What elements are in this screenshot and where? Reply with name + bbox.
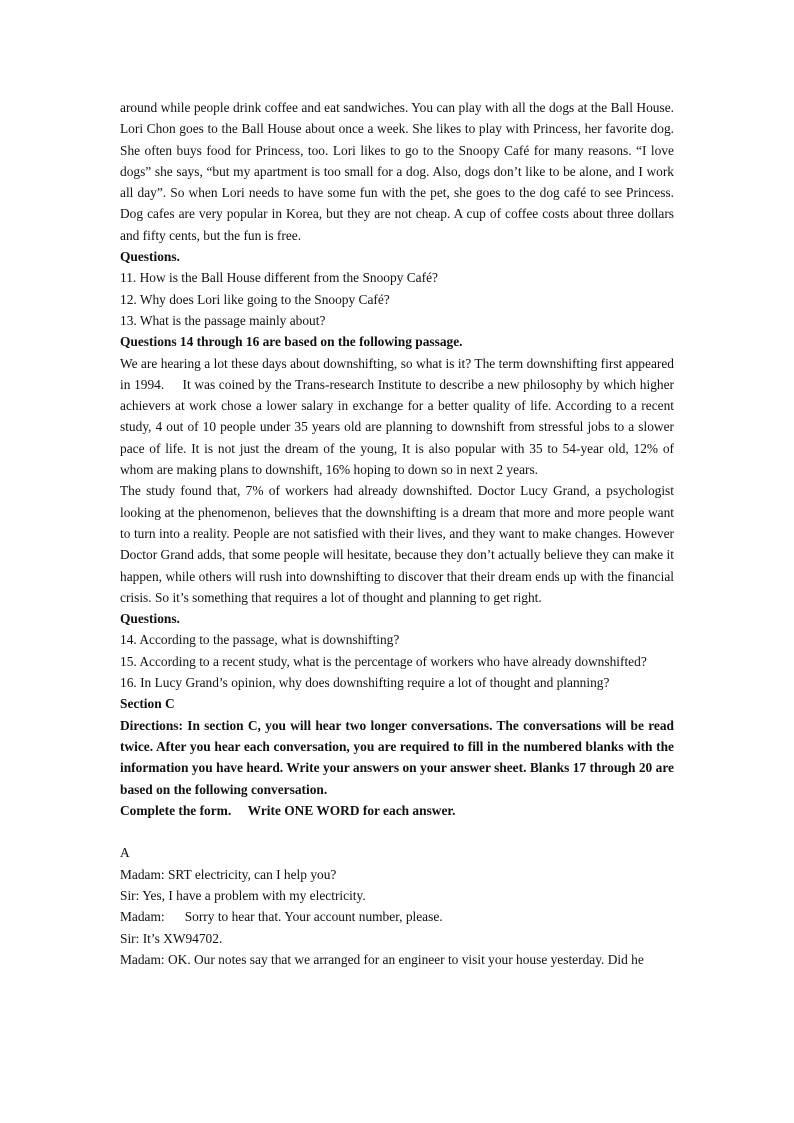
dialogue-line: Madam: Sorry to hear that. Your account number, please. bbox=[120, 909, 443, 925]
blank-line bbox=[120, 821, 674, 842]
question-15: 15. According to a recent study, what is the percentage of workers who have already downshifted? bbox=[120, 653, 647, 669]
dialogue-line: Madam: OK. Our notes say that we arranged for an engineer to visit your house yesterday. Did he bbox=[120, 951, 644, 967]
question-11: 11. How is the Ball House different from the Snoopy Café? bbox=[120, 270, 438, 286]
passage-heading: Questions 14 through 16 are based on the following passage. bbox=[120, 334, 463, 350]
conversation-label: A bbox=[120, 845, 130, 861]
dialogue-line: Sir: Yes, I have a problem with my electricity. bbox=[120, 887, 366, 903]
questions-heading: Questions. bbox=[120, 249, 180, 265]
dialogue-line: Sir: It’s XW94702. bbox=[120, 930, 223, 946]
question-12: 12. Why does Lori like going to the Snoopy Café? bbox=[120, 291, 390, 307]
question-16: 16. In Lucy Grand’s opinion, why does downshifting require a lot of thought and planning? bbox=[120, 675, 610, 691]
document-page bbox=[120, 97, 678, 970]
question-13: 13. What is the passage mainly about? bbox=[120, 312, 326, 328]
dialogue-line: Madam: SRT electricity, can I help you? bbox=[120, 866, 337, 882]
passage-b-ending: around while people drink coffee and eat sandwiches. You can play with all the dogs at the Ball House. Lori Chon goes to the Ball House about once a week. She likes to play with Princess, her favorite dog. She often buys food for Princess, too. Lori likes to go to the Snoopy Café for many reasons. “I love dogs” she says, “but my apartment is too small for a dog. Also, dogs don’t like to be alone, and I work all day”. So when Lori needs to have some fun with the pet, she goes to the dog café to see Princess. Dog cafes are very popular in Korea, but they are not cheap. A cup of coffee costs about three dollars and fifty cents, but the fun is free. bbox=[120, 100, 674, 243]
directions: Directions: In section C, you will hear two longer conversations. The conversations will be read twice. After you hear each conversation, you are required to fill in the numbered blanks with the information you have heard. Write your answers on your answer sheet. Blanks 17 through 20 are based on the following conversation. bbox=[120, 717, 674, 797]
form-instruction: Complete the form. Write ONE WORD for each answer. bbox=[120, 802, 456, 818]
questions-heading: Questions. bbox=[120, 611, 180, 627]
section-heading: Section C bbox=[120, 696, 175, 712]
question-14: 14. According to the passage, what is downshifting? bbox=[120, 632, 400, 648]
passage-paragraph-2: The study found that, 7% of workers had already downshifted. Doctor Lucy Grand, a psychologist looking at the phenomenon, believes that the downshifting is a dream that more and more people want to turn into a reality. People are not satisfied with their lives, and they want to make changes. However Doctor Grand adds, that some people will hesitate, because they don’t actually believe they can make it happen, while others will rush into downshifting to discover that their dream ends up with the financial crisis. So it’s something that requires a lot of thought and planning to get right. bbox=[120, 483, 674, 605]
passage-paragraph-1: We are hearing a lot these days about downshifting, so what is it? The term downshifting first appeared in 1994. It was coined by the Trans-research Institute to describe a new philosophy by which higher achievers at work chose a lower salary in exchange for a better quality of life. According to a recent study, 4 out of 10 people under 35 years old are planning to downshift from stressful jobs to a slower pace of life. It is not just the dream of the young, It is also popular with 35 to 54-year old, 12% of whom are making plans to downshift, 16% hoping to down so in next 2 years. bbox=[120, 355, 678, 478]
